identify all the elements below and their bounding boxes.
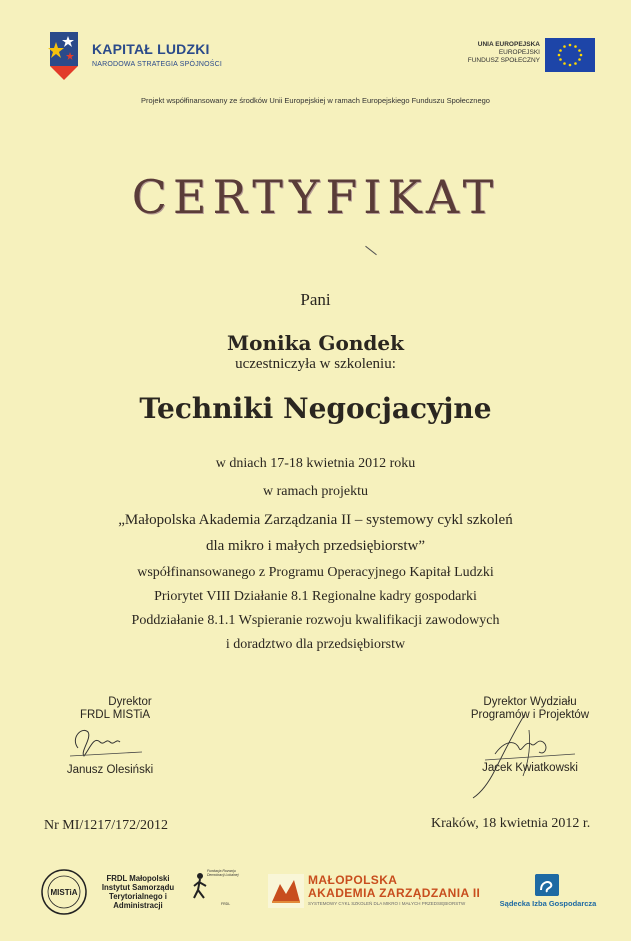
body-line: i doradztwo dla przedsiębiorstw — [225, 637, 406, 652]
recipient-name: Monika Gondek — [227, 331, 404, 355]
eu-line-2: EUROPEJSKI — [498, 49, 540, 56]
eu-line-3: FUNDUSZ SPOŁECZNY — [467, 57, 540, 64]
frdl-institute-text: FRDL Małopolski Instytut Samorządu Terytorialnego i Administracji — [101, 874, 175, 910]
right-signatory-role: Dyrektor Wydziału — [483, 696, 577, 708]
body-line: w ramach projektu — [263, 484, 368, 499]
left-signature-icon — [60, 718, 150, 763]
sadecka-izba-logo-icon — [535, 874, 559, 896]
chamber-name: Sądecka Izba Gospodarcza — [499, 899, 597, 908]
maz-title-line-1: MAŁOPOLSKA — [308, 873, 398, 887]
body-line: w dniach 17-18 kwietnia 2012 roku — [215, 456, 416, 471]
left-signatory-role: Dyrektor — [108, 696, 152, 708]
eu-text — [440, 41, 540, 65]
certificate-number: Nr MI/1217/172/2012 — [44, 818, 169, 833]
right-signatory-dept: Programów i Projektów — [470, 709, 590, 721]
program-subtitle: NARODOWA STRATEGIA SPÓJNOŚCI — [92, 61, 223, 68]
participation-text: uczestniczyła w szkoleniu: — [235, 356, 396, 372]
body-line: Priorytet VIII Działanie 8.1 Regionalne kadry gospodarki — [154, 589, 477, 604]
eu-line-1: UNIA EUROPEJSKA — [477, 41, 540, 48]
body-line: dla mikro i małych przedsiębiorstw” — [205, 538, 426, 554]
salutation: Pani — [300, 290, 331, 309]
fundacja-footnote: FRDL — [221, 902, 231, 906]
left-signatory-name: Janusz Olesiński — [66, 764, 154, 776]
course-title: Techniki Negocjacyjne — [139, 392, 492, 425]
mistia-badge-text: MISTiA — [50, 888, 78, 897]
fundacja-text: Fundacja Rozwoju Demokracji Lokalnej — [207, 869, 239, 877]
body-line: Poddziałanie 8.1.1 Wspieranie rozwoju kwalifikacji zawodowych — [131, 613, 500, 628]
program-name: KAPITAŁ LUDZKI — [92, 41, 210, 57]
right-signature-icon — [465, 710, 585, 800]
maz-title-line-2: AKADEMIA ZARZĄDZANIA II — [308, 886, 481, 900]
left-signatory-org: FRDL MISTiA — [79, 709, 151, 721]
body-line: współfinansowanego z Programu Operacyjnego Kapitał Ludzki — [137, 565, 494, 580]
kapital-ludzki-logo-icon — [44, 28, 84, 82]
certificate-title: CERTYFIKAT — [131, 170, 500, 224]
mistia-seal-icon — [40, 868, 88, 916]
funding-note: Projekt współfinansowany ze środków Unii Europejskiej w ramach Europejskiego Funduszu Społecznego — [141, 96, 490, 105]
body-line: „Małopolska Akademia Zarządzania II – systemowy cykl szkoleń — [118, 512, 513, 528]
decorative-mark — [365, 246, 377, 255]
malopolska-akademia-logo-icon — [268, 874, 304, 908]
place-date: Kraków, 18 kwietnia 2012 r. — [431, 816, 591, 831]
maz-subtitle: SYSTEMOWY CYKL SZKOLEŃ DLA MIKRO I MAŁYCH PRZEDSIĘBIORSTW — [308, 901, 466, 906]
eu-flag-icon — [545, 38, 595, 72]
right-signatory-name: Jacek Kwiatkowski — [482, 762, 578, 774]
